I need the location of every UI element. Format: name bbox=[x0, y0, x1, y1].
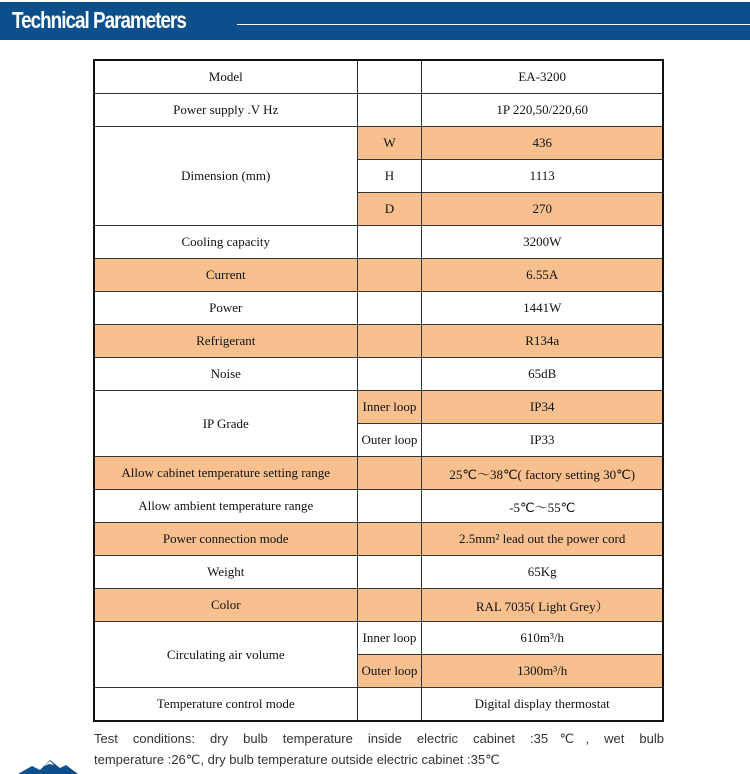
spec-row bbox=[94, 622, 663, 655]
spec-sublabel: Inner loop bbox=[357, 391, 422, 424]
spec-value: EA-3200 bbox=[422, 60, 663, 94]
test-conditions-note bbox=[94, 728, 664, 770]
spec-sublabel: Outer loop bbox=[357, 655, 422, 688]
spec-sublabel: W bbox=[357, 127, 422, 160]
spec-label: Cooling capacity bbox=[94, 226, 357, 259]
spec-sublabel bbox=[357, 523, 422, 556]
spec-value: 1P 220,50/220,60 bbox=[422, 94, 663, 127]
spec-row bbox=[94, 688, 663, 722]
spec-sublabel bbox=[357, 457, 422, 490]
spec-row bbox=[94, 325, 663, 358]
spec-value: Digital display thermostat bbox=[422, 688, 663, 722]
spec-row bbox=[94, 589, 663, 622]
spec-label: Temperature control mode bbox=[94, 688, 357, 722]
spec-value: 1113 bbox=[422, 160, 663, 193]
spec-value: IP33 bbox=[422, 424, 663, 457]
spec-row bbox=[94, 292, 663, 325]
spec-row bbox=[94, 391, 663, 424]
spec-value: 1441W bbox=[422, 292, 663, 325]
spec-value: 2.5mm² lead out the power cord bbox=[422, 523, 663, 556]
spec-value: 610m³/h bbox=[422, 622, 663, 655]
mountain-logo-icon bbox=[18, 760, 78, 774]
spec-row bbox=[94, 457, 663, 490]
spec-value: 3200W bbox=[422, 226, 663, 259]
spec-label: Circulating air volume bbox=[94, 622, 357, 688]
spec-value: RAL 7035( Light Grey） bbox=[422, 589, 663, 622]
spec-row bbox=[94, 226, 663, 259]
spec-label: Allow ambient temperature range bbox=[94, 490, 357, 523]
spec-sublabel bbox=[357, 688, 422, 722]
spec-row bbox=[94, 127, 663, 160]
spec-label: Power connection mode bbox=[94, 523, 357, 556]
spec-row bbox=[94, 556, 663, 589]
spec-row bbox=[94, 94, 663, 127]
spec-sublabel bbox=[357, 259, 422, 292]
header-divider bbox=[237, 24, 750, 25]
spec-label: Noise bbox=[94, 358, 357, 391]
spec-sublabel bbox=[357, 94, 422, 127]
spec-sublabel bbox=[357, 556, 422, 589]
spec-sublabel bbox=[357, 589, 422, 622]
spec-row bbox=[94, 523, 663, 556]
section-title: Technical Parameters bbox=[12, 7, 186, 33]
spec-row bbox=[94, 490, 663, 523]
spec-sublabel bbox=[357, 60, 422, 94]
spec-label: Weight bbox=[94, 556, 357, 589]
spec-label: Color bbox=[94, 589, 357, 622]
spec-value: 25℃～38℃( factory setting 30℃) bbox=[422, 457, 663, 490]
spec-sublabel: Outer loop bbox=[357, 424, 422, 457]
spec-sublabel bbox=[357, 292, 422, 325]
spec-row bbox=[94, 259, 663, 292]
spec-value: IP34 bbox=[422, 391, 663, 424]
spec-label: Refrigerant bbox=[94, 325, 357, 358]
spec-value: R134a bbox=[422, 325, 663, 358]
spec-sublabel: D bbox=[357, 193, 422, 226]
spec-value: 65Kg bbox=[422, 556, 663, 589]
section-header bbox=[0, 2, 750, 40]
note-line-2: temperature :26℃, dry bulb temperature outside electric cabinet :35℃ bbox=[94, 752, 500, 767]
spec-label: IP Grade bbox=[94, 391, 357, 457]
spec-sublabel bbox=[357, 490, 422, 523]
spec-label: Model bbox=[94, 60, 357, 94]
spec-sublabel: H bbox=[357, 160, 422, 193]
spec-sublabel: Inner loop bbox=[357, 622, 422, 655]
spec-sublabel bbox=[357, 226, 422, 259]
spec-row bbox=[94, 60, 663, 94]
spec-table bbox=[93, 59, 664, 722]
spec-label: Power bbox=[94, 292, 357, 325]
spec-label: Current bbox=[94, 259, 357, 292]
spec-value: -5℃～55℃ bbox=[422, 490, 663, 523]
spec-value: 65dB bbox=[422, 358, 663, 391]
spec-row bbox=[94, 358, 663, 391]
spec-sublabel bbox=[357, 358, 422, 391]
spec-label: Dimension (mm) bbox=[94, 127, 357, 226]
spec-label: Power supply .V Hz bbox=[94, 94, 357, 127]
note-line-1: Test conditions: dry bulb temperature inside electric cabinet :35℃, wet bulb bbox=[94, 731, 664, 746]
spec-value: 6.55A bbox=[422, 259, 663, 292]
spec-value: 270 bbox=[422, 193, 663, 226]
spec-sublabel bbox=[357, 325, 422, 358]
spec-value: 1300m³/h bbox=[422, 655, 663, 688]
spec-label: Allow cabinet temperature setting range bbox=[94, 457, 357, 490]
spec-value: 436 bbox=[422, 127, 663, 160]
